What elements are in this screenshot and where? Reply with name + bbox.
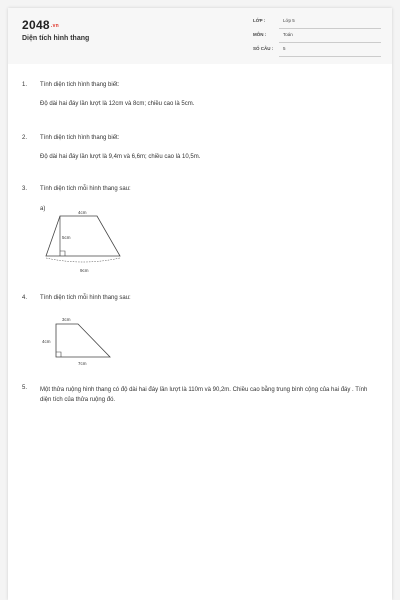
question-text: Tính diện tích hình thang biết: bbox=[40, 135, 120, 141]
divider bbox=[279, 56, 381, 57]
right-angle-mark bbox=[60, 251, 65, 256]
logo-text: 2048 bbox=[22, 18, 50, 32]
meta-count bbox=[253, 45, 381, 57]
meta-value: 5 bbox=[283, 46, 286, 51]
bottom-base-label: 9cm bbox=[80, 268, 89, 273]
right-angle-mark bbox=[56, 352, 61, 357]
question-number: 2. bbox=[22, 135, 28, 141]
meta-label: SỐ CÂU : bbox=[253, 46, 274, 51]
trapezoid-shape bbox=[46, 216, 120, 256]
page-title: Diện tích hình thang bbox=[22, 35, 90, 42]
question-detail: Độ dài hai đáy lần lượt là 12cm và 8cm; chiều cao là 5cm. bbox=[40, 101, 195, 107]
height-label: 5cm bbox=[62, 235, 71, 240]
question-number: 1. bbox=[22, 82, 28, 88]
bottom-base-label: 7cm bbox=[78, 361, 87, 366]
question-detail: Độ dài hai đáy lần lượt là 9,4m và 6,6m; chiều cao là 10,5m. bbox=[40, 154, 201, 160]
figure-label: a) bbox=[40, 206, 46, 212]
header bbox=[8, 8, 392, 64]
question-number: 3. bbox=[22, 186, 28, 192]
meta-class bbox=[253, 17, 381, 29]
question-number: 4. bbox=[22, 295, 28, 301]
meta-label: LỚP : bbox=[253, 18, 266, 23]
meta-label: MÔN : bbox=[253, 32, 267, 37]
divider bbox=[279, 28, 381, 29]
question-text: Tính diện tích mỗi hình thang sau: bbox=[40, 186, 131, 192]
side-label: 4cm bbox=[42, 339, 51, 344]
question-number: 5. bbox=[22, 385, 28, 391]
trapezoid-figure-3 bbox=[36, 204, 146, 274]
trapezoid-figure-4 bbox=[32, 312, 132, 372]
trapezoid-shape bbox=[56, 324, 110, 357]
bottom-base-brace bbox=[46, 258, 120, 262]
question-text: Một thửa ruộng hình thang có độ dài hai đáy lần lượt là 110m và 90,2m. Chiều cao bằng trung bình cộng của hai đáy . Tính diện tích của thửa ruộng đó. bbox=[40, 387, 368, 403]
meta-subject bbox=[253, 31, 381, 43]
question-text: Tính diện tích mỗi hình thang sau: bbox=[40, 295, 131, 301]
meta-value: Lớp 5 bbox=[283, 18, 295, 23]
worksheet bbox=[8, 8, 392, 600]
top-base-label: 3cm bbox=[62, 317, 71, 322]
question-text: Tính diện tích hình thang biết: bbox=[40, 82, 120, 88]
divider bbox=[279, 42, 381, 43]
top-base-label: 4cm bbox=[78, 210, 87, 215]
meta-value: Toán bbox=[283, 32, 293, 37]
logo-suffix: .vn bbox=[50, 22, 60, 29]
site-logo[interactable] bbox=[22, 18, 59, 32]
